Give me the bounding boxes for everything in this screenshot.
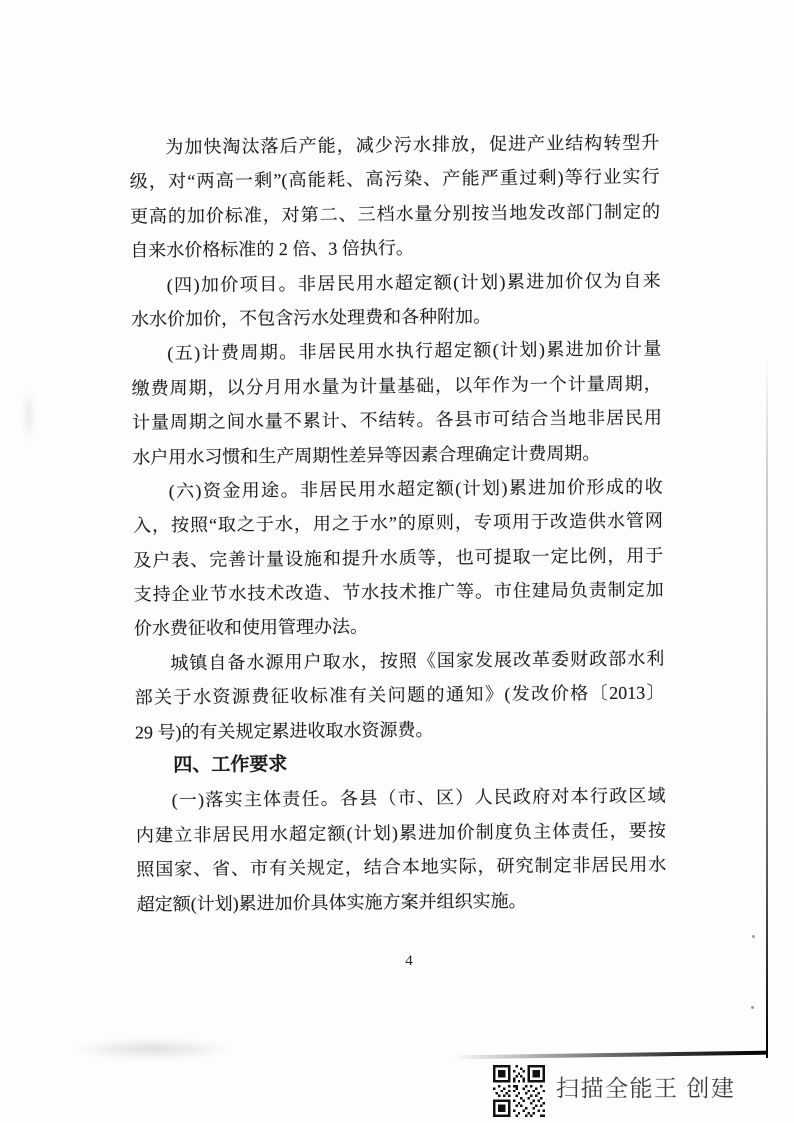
text-line: 入，按照“取之于水，用之于水”的原则，专项用于改造供水管网 xyxy=(132,510,664,536)
text-line: 部关于水资源费征收标准有关问题的通知》(发改价格〔2013〕 xyxy=(134,682,665,708)
text-line: (六)资金用途。非居民用水超定额(计划)累进加价形成的收 xyxy=(168,476,663,502)
text-line: 更高的加价标准，对第二、三档水量分别按当地发改部门制定的 xyxy=(129,201,661,227)
text-line: 内建立非居民用水超定额(计划)累进加价制度负主体责任，要按 xyxy=(135,820,667,846)
text-line: (五)计费周期。非居民用水执行超定额(计划)累进加价计量 xyxy=(167,338,662,364)
text-line: 自来水价格标准的 2 倍、3 倍执行。 xyxy=(130,238,414,261)
text-line: 照国家、省、市有关规定，结合本地实际，研究制定非居民用水 xyxy=(136,854,667,880)
camscanner-credit-text: 扫描全能王 创建 xyxy=(556,1075,736,1101)
scan-smudge xyxy=(22,388,36,443)
text-line: 计量周期之间水量不累计、不结转。各县市可结合当地非居民用 xyxy=(131,407,663,433)
text-line: 级，对“两高一剩”(高能耗、高污染、产能严重过剩)等行业实行 xyxy=(129,166,660,192)
text-line: 缴费周期，以分月用水量为计量基础，以年作为一个计量周期， xyxy=(131,373,662,399)
scan-smudge xyxy=(70,1038,235,1060)
text-line: 支持企业节水技术改造、节水技术推广等。市住建局负责制定加 xyxy=(133,579,664,605)
scan-speck xyxy=(752,935,755,938)
text-line: 四、工作要求 xyxy=(173,754,288,777)
text-line: 水水价加价，不包含污水处理费和各种附加。 xyxy=(130,306,492,330)
text-line: (一)落实主体责任。各县（市、区）人民政府对本行政区域 xyxy=(171,785,666,811)
text-line: 29 号)的有关规定累进收取水资源费。 xyxy=(134,719,434,743)
scan-right-edge-line xyxy=(766,356,768,1058)
text-line: 城镇自备水源用户取水，按照《国家发展改革委财政部水利 xyxy=(170,648,665,674)
text-line: (四)加价项目。非居民用水超定额(计划)累进加价仅为自来 xyxy=(166,270,661,295)
text-line: 水户用水习惯和生产周期性差异等因素合理确定计费周期。 xyxy=(132,442,601,468)
text-line: 超定额(计划)累进加价具体实施方案并组织实施。 xyxy=(136,890,527,915)
text-line: 为加快淘汰落后产能，减少污水排放，促进产业结构转型升 xyxy=(165,132,660,158)
scan-bottom-edge-line xyxy=(452,1051,768,1060)
qr-code-icon xyxy=(493,1064,545,1118)
scan-speck xyxy=(751,1006,754,1009)
text-line: 及户表、完善计量设施和提升水质等，也可提取一定比例，用于 xyxy=(133,545,664,571)
text-line: 价水费征收和使用管理办法。 xyxy=(133,616,369,640)
document-text-block xyxy=(129,125,667,921)
page-number: 4 xyxy=(405,953,413,969)
